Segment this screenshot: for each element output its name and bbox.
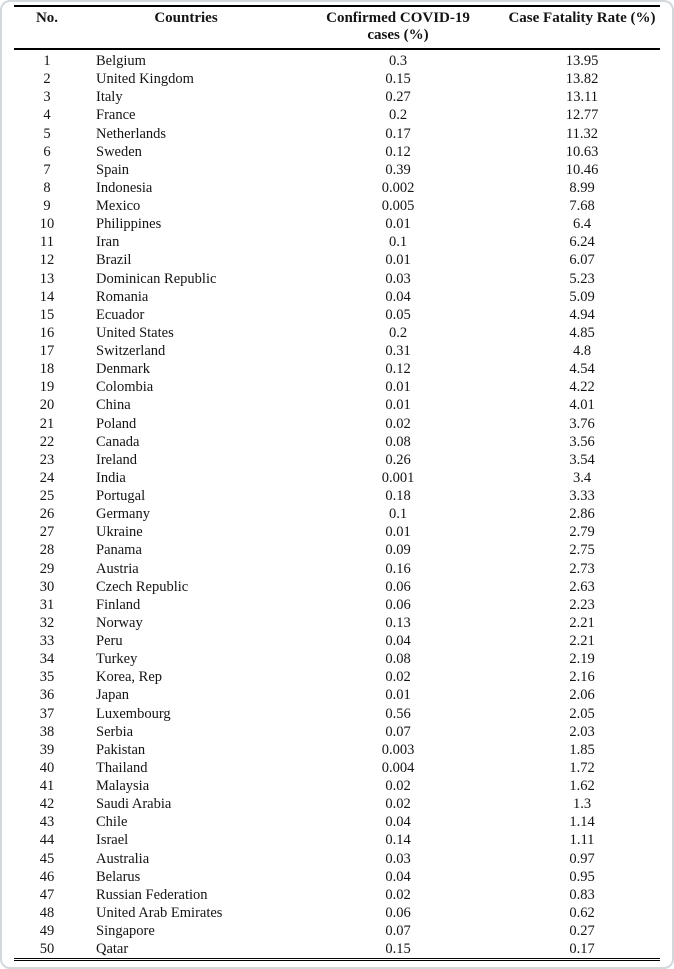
country-name: Qatar	[96, 941, 129, 958]
confirmed-cases-value: 0.02	[385, 796, 411, 813]
col-header-confirmed-line1: Confirmed COVID-19	[326, 10, 470, 26]
case-fatality-rate-value: 4.85	[569, 324, 595, 341]
row-number: 2	[43, 71, 51, 88]
table-row	[14, 831, 660, 849]
table-row	[14, 523, 660, 541]
table-row	[14, 451, 660, 469]
country-name: Indonesia	[96, 179, 153, 196]
case-fatality-rate-value: 6.4	[572, 216, 592, 233]
case-fatality-rate-value: 4.8	[572, 343, 592, 359]
table-row	[14, 70, 660, 88]
case-fatality-rate-value: 13.95	[565, 53, 599, 69]
confirmed-cases-value: 0.12	[385, 361, 411, 378]
confirmed-cases-value: 0.01	[385, 397, 411, 414]
col-header-no: No.	[14, 6, 80, 49]
country-name: Malaysia	[96, 778, 150, 794]
case-fatality-rate-value: 2.63	[569, 578, 595, 595]
case-fatality-rate-value: 2.19	[569, 651, 595, 668]
table-row	[14, 904, 660, 922]
confirmed-cases-value: 0.17	[385, 125, 411, 142]
row-number: 8	[43, 179, 51, 196]
confirmed-cases-value: 0.03	[385, 850, 411, 867]
table-row	[14, 324, 660, 342]
case-fatality-rate-value: 2.03	[569, 723, 595, 740]
country-name: Finland	[96, 596, 141, 613]
case-fatality-rate-value: 1.85	[569, 741, 595, 758]
country-name: Denmark	[96, 361, 150, 378]
case-fatality-rate-value: 0.62	[569, 904, 595, 921]
row-number: 45	[39, 850, 55, 867]
row-number: 18	[39, 361, 55, 378]
table-row	[14, 342, 660, 360]
table-row	[14, 922, 660, 940]
case-fatality-rate-value: 12.77	[565, 107, 599, 124]
table-row	[14, 940, 660, 960]
row-number: 4	[43, 107, 51, 124]
confirmed-cases-value: 0.18	[385, 488, 411, 504]
table-row	[14, 578, 660, 596]
table-row	[14, 741, 660, 759]
confirmed-cases-value: 0.003	[381, 741, 415, 758]
row-number: 3	[43, 89, 51, 106]
confirmed-cases-value: 0.07	[385, 723, 411, 740]
country-name: Netherlands	[96, 125, 167, 142]
country-name: Ireland	[96, 451, 138, 468]
table-row	[14, 469, 660, 487]
country-name: Australia	[96, 850, 150, 867]
table-row	[14, 288, 660, 306]
table-row	[14, 614, 660, 632]
country-name: Germany	[96, 506, 150, 523]
confirmed-cases-value: 0.1	[388, 234, 408, 251]
row-number: 15	[39, 306, 55, 323]
country-name: United Kingdom	[96, 71, 194, 88]
case-fatality-rate-value: 5.23	[569, 270, 595, 287]
col-header-countries: Countries	[80, 6, 292, 49]
col-header-confirmed-line2: cases (%)	[367, 27, 429, 43]
table-row	[14, 360, 660, 378]
country-name: Canada	[96, 433, 140, 450]
confirmed-cases-value: 0.04	[385, 633, 411, 649]
case-fatality-rate-value: 1.3	[572, 796, 592, 813]
country-name: China	[96, 397, 131, 414]
case-fatality-rate-value: 4.22	[569, 379, 595, 396]
row-number: 30	[39, 578, 55, 595]
confirmed-cases-value: 0.09	[385, 542, 411, 559]
case-fatality-rate-value: 5.09	[569, 288, 595, 305]
case-fatality-rate-value: 2.21	[569, 633, 595, 649]
confirmed-cases-value: 0.02	[385, 886, 411, 903]
col-header-confirmed-cases	[292, 6, 504, 49]
country-name: Korea, Rep	[96, 669, 163, 686]
country-name: Portugal	[96, 488, 146, 504]
confirmed-cases-value: 0.01	[385, 687, 411, 704]
confirmed-cases-value: 0.05	[385, 306, 411, 323]
country-name: Ukraine	[96, 524, 143, 541]
table-row	[14, 251, 660, 269]
table-row	[14, 705, 660, 723]
country-name: Iran	[96, 234, 120, 251]
confirmed-cases-value: 0.004	[381, 759, 415, 776]
confirmed-cases-value: 0.56	[385, 705, 411, 722]
country-name: Austria	[96, 560, 139, 577]
covid-country-table	[14, 5, 660, 961]
confirmed-cases-value: 0.16	[385, 560, 411, 577]
table-row	[14, 415, 660, 433]
case-fatality-rate-value: 2.79	[569, 524, 595, 541]
row-number: 44	[39, 832, 55, 849]
table-header-row	[14, 6, 660, 49]
row-number: 13	[39, 270, 55, 287]
country-name: Pakistan	[96, 741, 146, 758]
row-number: 12	[39, 252, 55, 269]
row-number: 40	[39, 759, 55, 776]
country-name: Ecuador	[96, 306, 145, 323]
confirmed-cases-value: 0.14	[385, 832, 411, 849]
table-row	[14, 125, 660, 143]
table-row	[14, 560, 660, 578]
row-number: 48	[39, 904, 55, 921]
case-fatality-rate-value: 0.17	[569, 941, 595, 958]
country-name: Colombia	[96, 379, 154, 396]
table-row	[14, 596, 660, 614]
country-name: Dominican Republic	[96, 270, 217, 287]
row-number: 11	[40, 234, 54, 251]
row-number: 9	[43, 198, 51, 214]
table-row	[14, 179, 660, 197]
confirmed-cases-value: 0.002	[381, 179, 415, 196]
case-fatality-rate-value: 10.63	[565, 143, 599, 160]
confirmed-cases-value: 0.03	[385, 270, 411, 287]
confirmed-cases-value: 0.02	[385, 669, 411, 686]
row-number: 6	[43, 143, 51, 160]
row-number: 39	[39, 741, 55, 758]
row-number: 42	[39, 796, 55, 813]
row-number: 16	[39, 324, 55, 341]
confirmed-cases-value: 0.01	[385, 252, 411, 269]
case-fatality-rate-value: 2.73	[569, 560, 595, 577]
country-name: Romania	[96, 288, 149, 305]
case-fatality-rate-value: 11.32	[565, 125, 599, 142]
confirmed-cases-value: 0.08	[385, 651, 411, 668]
row-number: 33	[39, 633, 55, 649]
case-fatality-rate-value: 2.75	[569, 542, 595, 559]
country-name: Serbia	[96, 723, 134, 740]
confirmed-cases-value: 0.06	[385, 904, 411, 921]
case-fatality-rate-value: 8.99	[569, 179, 595, 196]
row-number: 49	[39, 923, 55, 939]
country-name: Japan	[96, 687, 130, 704]
confirmed-cases-value: 0.01	[385, 379, 411, 396]
country-name: Chile	[96, 814, 128, 831]
case-fatality-rate-value: 4.54	[569, 361, 595, 378]
row-number: 19	[39, 379, 55, 396]
case-fatality-rate-value: 13.11	[565, 89, 599, 106]
confirmed-cases-value: 0.06	[385, 596, 411, 613]
case-fatality-rate-value: 4.94	[569, 306, 595, 323]
row-number: 14	[39, 288, 55, 305]
confirmed-cases-value: 0.06	[385, 578, 411, 595]
case-fatality-rate-value: 2.21	[569, 614, 595, 631]
confirmed-cases-value: 0.15	[385, 941, 411, 958]
country-name: Mexico	[96, 198, 141, 214]
confirmed-cases-value: 0.13	[385, 614, 411, 631]
case-fatality-rate-value: 3.54	[569, 451, 595, 468]
table-row	[14, 505, 660, 523]
confirmed-cases-value: 0.27	[385, 89, 411, 106]
row-number: 21	[39, 415, 55, 432]
country-name: Philippines	[96, 216, 162, 233]
table-row	[14, 759, 660, 777]
case-fatality-rate-value: 4.01	[569, 397, 595, 414]
row-number: 43	[39, 814, 55, 831]
row-number: 37	[39, 705, 55, 722]
case-fatality-rate-value: 0.83	[569, 886, 595, 903]
country-name: Belgium	[96, 53, 146, 69]
table-row	[14, 143, 660, 161]
table-row	[14, 777, 660, 795]
confirmed-cases-value: 0.12	[385, 143, 411, 160]
row-number: 31	[39, 596, 55, 613]
confirmed-cases-value: 0.26	[385, 451, 411, 468]
table-row	[14, 632, 660, 650]
row-number: 10	[39, 216, 55, 233]
row-number: 32	[39, 614, 55, 631]
table-row	[14, 886, 660, 904]
case-fatality-rate-value: 2.16	[569, 669, 595, 686]
row-number: 27	[39, 524, 55, 541]
country-name: Thailand	[96, 759, 148, 776]
table-body	[14, 49, 660, 960]
country-name: Switzerland	[96, 343, 166, 359]
row-number: 29	[39, 560, 55, 577]
confirmed-cases-value: 0.31	[385, 343, 411, 359]
confirmed-cases-value: 0.2	[388, 324, 408, 341]
table-row	[14, 88, 660, 106]
row-number: 38	[39, 723, 55, 740]
case-fatality-rate-value: 1.11	[569, 832, 595, 849]
table-row	[14, 378, 660, 396]
country-name: Israel	[96, 832, 129, 849]
row-number: 34	[39, 651, 55, 668]
case-fatality-rate-value: 1.72	[569, 759, 595, 776]
case-fatality-rate-value: 0.97	[569, 850, 595, 867]
confirmed-cases-value: 0.39	[385, 161, 411, 178]
table-row	[14, 396, 660, 414]
country-name: Russian Federation	[96, 886, 208, 903]
row-number: 23	[39, 451, 55, 468]
table-row	[14, 161, 660, 179]
table-row	[14, 270, 660, 288]
confirmed-cases-value: 0.02	[385, 415, 411, 432]
confirmed-cases-value: 0.04	[385, 814, 411, 831]
country-name: Brazil	[96, 252, 132, 269]
country-name: Panama	[96, 542, 142, 559]
table-row	[14, 106, 660, 124]
case-fatality-rate-value: 10.46	[565, 161, 599, 178]
row-number: 1	[43, 53, 51, 69]
confirmed-cases-value: 0.3	[388, 53, 408, 69]
row-number: 22	[39, 433, 55, 450]
case-fatality-rate-value: 3.76	[569, 415, 595, 432]
table-row	[14, 686, 660, 704]
table-row	[14, 306, 660, 324]
country-name: Saudi Arabia	[96, 796, 172, 813]
table-row	[14, 197, 660, 215]
row-number: 28	[39, 542, 55, 559]
country-name: Luxembourg	[96, 705, 171, 722]
row-number: 47	[39, 886, 55, 903]
row-number: 20	[39, 397, 55, 414]
table-row	[14, 49, 660, 70]
row-number: 50	[39, 941, 55, 958]
row-number: 17	[39, 343, 55, 359]
row-number: 24	[39, 469, 55, 486]
country-name: Belarus	[96, 868, 141, 885]
table-row	[14, 813, 660, 831]
col-header-case-fatality-rate: Case Fatality Rate (%)	[504, 6, 660, 49]
country-name: Norway	[96, 614, 143, 631]
table-row	[14, 215, 660, 233]
country-name: United States	[96, 324, 174, 341]
table-row	[14, 541, 660, 559]
case-fatality-rate-value: 1.62	[569, 778, 595, 794]
case-fatality-rate-value: 7.68	[569, 198, 595, 214]
table-row	[14, 650, 660, 668]
country-name: Czech Republic	[96, 578, 189, 595]
case-fatality-rate-value: 2.23	[569, 596, 595, 613]
case-fatality-rate-value: 0.95	[569, 868, 595, 885]
confirmed-cases-value: 0.04	[385, 288, 411, 305]
row-number: 7	[43, 161, 51, 178]
confirmed-cases-value: 0.005	[381, 198, 415, 214]
confirmed-cases-value: 0.01	[385, 216, 411, 233]
table-row	[14, 795, 660, 813]
table-row	[14, 850, 660, 868]
table-row	[14, 487, 660, 505]
confirmed-cases-value: 0.15	[385, 71, 411, 88]
confirmed-cases-value: 0.01	[385, 524, 411, 541]
country-name: India	[96, 469, 126, 486]
table-row	[14, 433, 660, 451]
confirmed-cases-value: 0.04	[385, 868, 411, 885]
row-number: 25	[39, 488, 55, 504]
case-fatality-rate-value: 2.05	[569, 705, 595, 722]
case-fatality-rate-value: 2.86	[569, 506, 595, 523]
case-fatality-rate-value: 1.14	[569, 814, 595, 831]
table-header	[14, 6, 660, 49]
table-row	[14, 233, 660, 251]
row-number: 46	[39, 868, 55, 885]
country-name: Italy	[96, 89, 123, 106]
confirmed-cases-value: 0.02	[385, 778, 411, 794]
row-number: 36	[39, 687, 55, 704]
country-name: Singapore	[96, 923, 155, 939]
country-name: France	[96, 107, 136, 124]
confirmed-cases-value: 0.07	[385, 923, 411, 939]
case-fatality-rate-value: 3.56	[569, 433, 595, 450]
country-name: Poland	[96, 415, 137, 432]
confirmed-cases-value: 0.08	[385, 433, 411, 450]
case-fatality-rate-value: 6.24	[569, 234, 595, 251]
row-number: 5	[43, 125, 51, 142]
case-fatality-rate-value: 13.82	[565, 71, 599, 88]
case-fatality-rate-value: 6.07	[569, 252, 595, 269]
case-fatality-rate-value: 2.06	[569, 687, 595, 704]
country-name: Peru	[96, 633, 123, 649]
confirmed-cases-value: 0.001	[381, 469, 415, 486]
table-row	[14, 868, 660, 886]
country-name: Spain	[96, 161, 130, 178]
table-row	[14, 668, 660, 686]
case-fatality-rate-value: 3.33	[569, 488, 595, 504]
confirmed-cases-value: 0.2	[388, 107, 408, 124]
case-fatality-rate-value: 0.27	[569, 923, 595, 939]
country-name: Turkey	[96, 651, 138, 668]
table-row	[14, 723, 660, 741]
row-number: 35	[39, 669, 55, 686]
case-fatality-rate-value: 3.4	[572, 469, 592, 486]
country-name: Sweden	[96, 143, 142, 160]
row-number: 41	[39, 778, 55, 794]
confirmed-cases-value: 0.1	[388, 506, 408, 523]
row-number: 26	[39, 506, 55, 523]
country-name: United Arab Emirates	[96, 904, 223, 921]
